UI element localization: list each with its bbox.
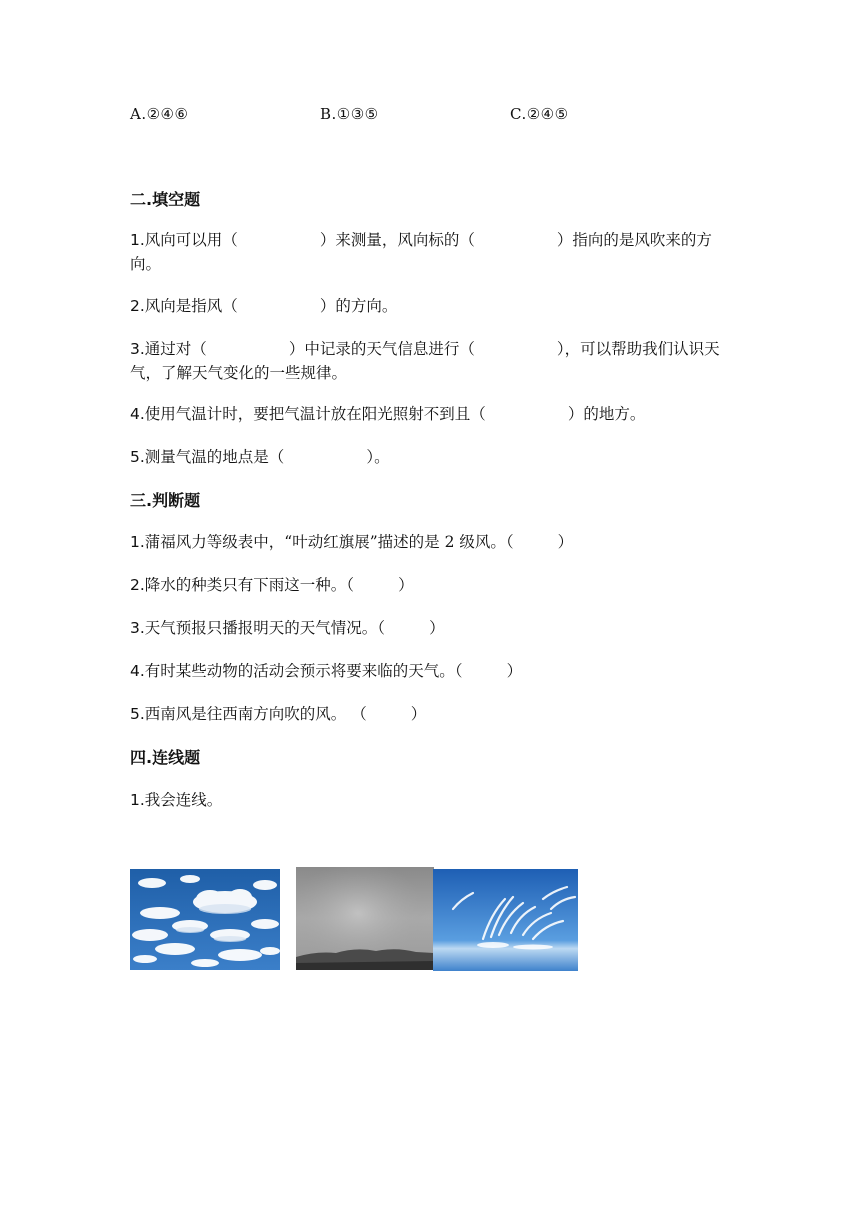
option-b: B.①③⑤ [320, 105, 379, 123]
question-text: 蒲福风力等级表中，“叶动红旗展”描述的是 2 级风。（ [144, 533, 514, 551]
question-number: 4. [130, 662, 145, 680]
question-number: 5. [130, 448, 145, 466]
question-text: 风向可以用（ [144, 231, 238, 249]
question-number: 2. [130, 297, 145, 315]
question-number: 5. [130, 705, 145, 723]
question-text: ）。 [366, 448, 390, 466]
fill-question-3 [130, 337, 730, 385]
cirrus-clouds-photo [433, 869, 578, 971]
question-text: ）来测量，风向标的（ [319, 231, 475, 249]
question-text: ） [557, 533, 574, 551]
option-a: A.②④⑥ [130, 105, 189, 123]
section-title-judgement: 三.判断题 [130, 491, 201, 510]
question-number: 1. [130, 791, 145, 809]
question-number: 1. [130, 231, 145, 249]
cumulus-clouds-photo [130, 869, 280, 970]
fill-question-4 [130, 402, 730, 426]
fill-question-2 [130, 294, 730, 318]
judge-question-5 [130, 702, 730, 726]
question-text: ），可以帮助我们认识天气，了解天气变化的一些规律。 [130, 340, 720, 382]
fill-question-5 [130, 445, 730, 469]
judge-question-1 [130, 530, 730, 554]
judge-question-4 [130, 659, 730, 683]
fill-question-1 [130, 228, 730, 276]
question-text: ）的地方。 [567, 405, 646, 423]
judge-question-2 [130, 573, 730, 597]
question-text: 有时某些动物的活动会预示将要来临的天气。（ [144, 662, 463, 680]
question-text: 西南风是往西南方向吹的风。 （ [144, 705, 367, 723]
option-c: C.②④⑤ [510, 105, 569, 123]
question-number: 4. [130, 405, 145, 423]
question-text: ） [429, 619, 445, 637]
question-text: 降水的种类只有下雨这一种。（ [144, 576, 355, 594]
question-number: 3. [130, 340, 145, 358]
question-number: 1. [130, 533, 145, 551]
judge-question-3 [130, 616, 730, 640]
question-text: ） [506, 662, 523, 680]
question-text: ） [410, 705, 427, 723]
question-text: ）指向的是风吹来的方向。 [130, 231, 712, 273]
question-text: 天气预报只播报明天的天气情况。（ [144, 619, 386, 637]
question-text: 我会连线。 [144, 791, 223, 809]
overcast-sky-photo [296, 867, 434, 970]
question-number: 2. [130, 576, 145, 594]
question-text: ） [398, 576, 414, 594]
match-question-1 [130, 788, 730, 812]
question-text: 通过对（ [144, 340, 207, 358]
question-text: 风向是指风（ [144, 297, 238, 315]
question-text: 使用气温计时，要把气温计放在阳光照射不到且（ [144, 405, 486, 423]
section-title-fill-blank: 二.填空题 [130, 190, 201, 209]
question-number: 3. [130, 619, 145, 637]
section-title-matching: 四.连线题 [130, 748, 201, 767]
question-text: 测量气温的地点是（ [144, 448, 285, 466]
question-text: ）中记录的天气信息进行（ [288, 340, 475, 358]
question-text: ）的方向。 [319, 297, 398, 315]
